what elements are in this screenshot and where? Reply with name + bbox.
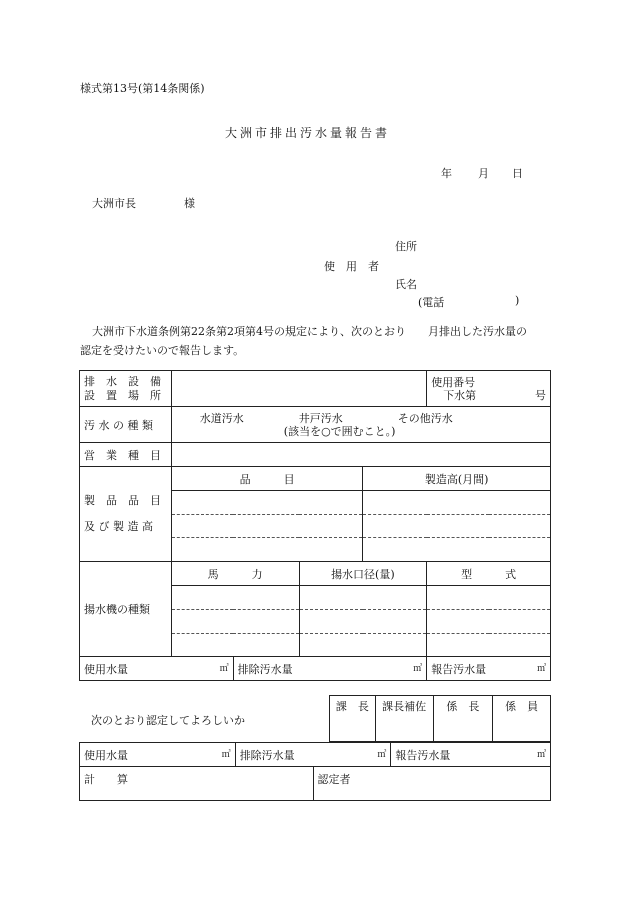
user-label: 使 用 者 xyxy=(324,260,379,273)
pump-diameter-field[interactable] xyxy=(299,586,427,610)
intro-line-2: 認定を受けたいので報告します。 xyxy=(80,344,245,357)
role-deputy-chief: 課長補佐 xyxy=(375,696,433,716)
pump-power-field[interactable] xyxy=(171,634,299,657)
water-usage-cell[interactable] xyxy=(80,657,234,681)
wastewater-type-label: 汚 水 の 種 類 xyxy=(80,407,172,443)
date-month: 月 xyxy=(478,167,489,180)
type-options: 水道汚水 井戸汚水 その他汚水 xyxy=(199,411,453,425)
approval-request-text: 次のとおり認定してよろしいか xyxy=(91,714,245,727)
role-group-leader: 係 長 xyxy=(433,696,493,716)
approver-label: 認定者 xyxy=(317,773,351,786)
addressee: 大洲市長 xyxy=(92,197,136,210)
product-output-field[interactable] xyxy=(363,515,551,538)
pump-model-field[interactable] xyxy=(427,610,551,634)
page-title: 大洲市排出汚水量報告書 xyxy=(225,126,391,140)
form-number: 様式第13号(第14条関係) xyxy=(80,82,205,95)
product-output-field[interactable] xyxy=(363,538,551,562)
pump-col-model: 型 式 xyxy=(427,562,551,586)
facility-location-field[interactable] xyxy=(171,371,426,407)
stamp-section-chief[interactable] xyxy=(330,716,376,742)
excluded-wastewater-cell[interactable] xyxy=(233,657,427,681)
facility-label-line2: 設 置 場 所 xyxy=(84,388,161,402)
pump-model-field[interactable] xyxy=(427,634,551,657)
product-label-line2: 及 び 製 造 高 xyxy=(84,520,153,533)
business-type-label: 営 業 種 目 xyxy=(80,443,172,467)
sewer-no-label: 下水第 xyxy=(443,388,477,402)
unit-cubic-meter: ㎥ xyxy=(221,749,231,760)
product-item-field[interactable] xyxy=(171,515,363,538)
sewer-no-line xyxy=(431,389,546,402)
unit-cubic-meter: ㎥ xyxy=(413,663,423,674)
report-table xyxy=(79,370,551,681)
product-item-field[interactable] xyxy=(171,491,363,515)
water-usage-label: 使用水量 xyxy=(84,748,128,762)
role-section-chief: 課 長 xyxy=(330,696,376,716)
facility-label-line1: 排 水 設 備 xyxy=(84,374,161,388)
phone-open: (電話 xyxy=(418,296,445,309)
unit-cubic-meter: ㎥ xyxy=(536,663,546,674)
pump-type-label: 揚水機の種類 xyxy=(80,562,172,657)
unit-cubic-meter: ㎥ xyxy=(377,749,387,760)
address-label: 住所 xyxy=(395,240,417,253)
usage-no-label: 使用番号 xyxy=(431,375,476,389)
product-item-field[interactable] xyxy=(171,538,363,562)
approval-reported-cell[interactable] xyxy=(391,743,551,767)
stamp-group-leader[interactable] xyxy=(433,716,493,742)
product-output-field[interactable] xyxy=(363,491,551,515)
approver-field[interactable] xyxy=(313,767,550,801)
sewer-no-suffix: 号 xyxy=(535,388,546,402)
business-type-field[interactable] xyxy=(171,443,550,467)
pump-diameter-field[interactable] xyxy=(299,634,427,657)
calculation-label: 計 算 xyxy=(84,773,128,786)
date-year: 年 xyxy=(441,167,452,180)
honorific: 様 xyxy=(184,197,195,210)
reported-wastewater-label: 報告汚水量 xyxy=(395,748,451,762)
stamp-deputy-chief[interactable] xyxy=(375,716,433,742)
role-staff: 係 員 xyxy=(493,696,551,716)
phone-close: ) xyxy=(515,294,520,307)
excluded-wastewater-label: 排除汚水量 xyxy=(239,748,295,762)
calculation-field[interactable] xyxy=(80,767,314,801)
intro-line-1: 大洲市下水道条例第22条第2項第4号の規定により、次のとおり 月排出した汚水量の xyxy=(92,325,527,338)
excluded-wastewater-label: 排除汚水量 xyxy=(237,662,293,676)
reported-wastewater-label: 報告汚水量 xyxy=(431,662,487,676)
pump-model-field[interactable] xyxy=(427,586,551,610)
approval-table xyxy=(79,742,551,801)
approval-stamp-table xyxy=(329,695,551,742)
usage-number-cell xyxy=(427,371,551,407)
name-label: 氏名 xyxy=(395,278,417,291)
water-usage-label: 使用水量 xyxy=(84,662,128,676)
product-col-item: 品 目 xyxy=(171,467,363,491)
approval-water-usage-cell[interactable] xyxy=(80,743,236,767)
wastewater-type-options[interactable] xyxy=(171,407,550,443)
unit-cubic-meter: ㎥ xyxy=(536,749,546,760)
type-note: (該当を○で囲むこと。) xyxy=(283,424,396,438)
approval-excluded-cell[interactable] xyxy=(235,743,391,767)
stamp-staff[interactable] xyxy=(493,716,551,742)
pump-power-field[interactable] xyxy=(171,610,299,634)
product-label xyxy=(80,467,172,562)
pump-col-diameter: 揚水口径(量) xyxy=(299,562,427,586)
date-day: 日 xyxy=(512,167,523,180)
product-label-line1: 製 品 品 目 xyxy=(84,494,161,507)
product-col-output: 製造高(月間) xyxy=(363,467,551,491)
reported-wastewater-cell[interactable] xyxy=(427,657,551,681)
pump-diameter-field[interactable] xyxy=(299,610,427,634)
pump-col-power: 馬 力 xyxy=(171,562,299,586)
unit-cubic-meter: ㎥ xyxy=(219,663,229,674)
pump-power-field[interactable] xyxy=(171,586,299,610)
facility-label xyxy=(80,371,172,407)
